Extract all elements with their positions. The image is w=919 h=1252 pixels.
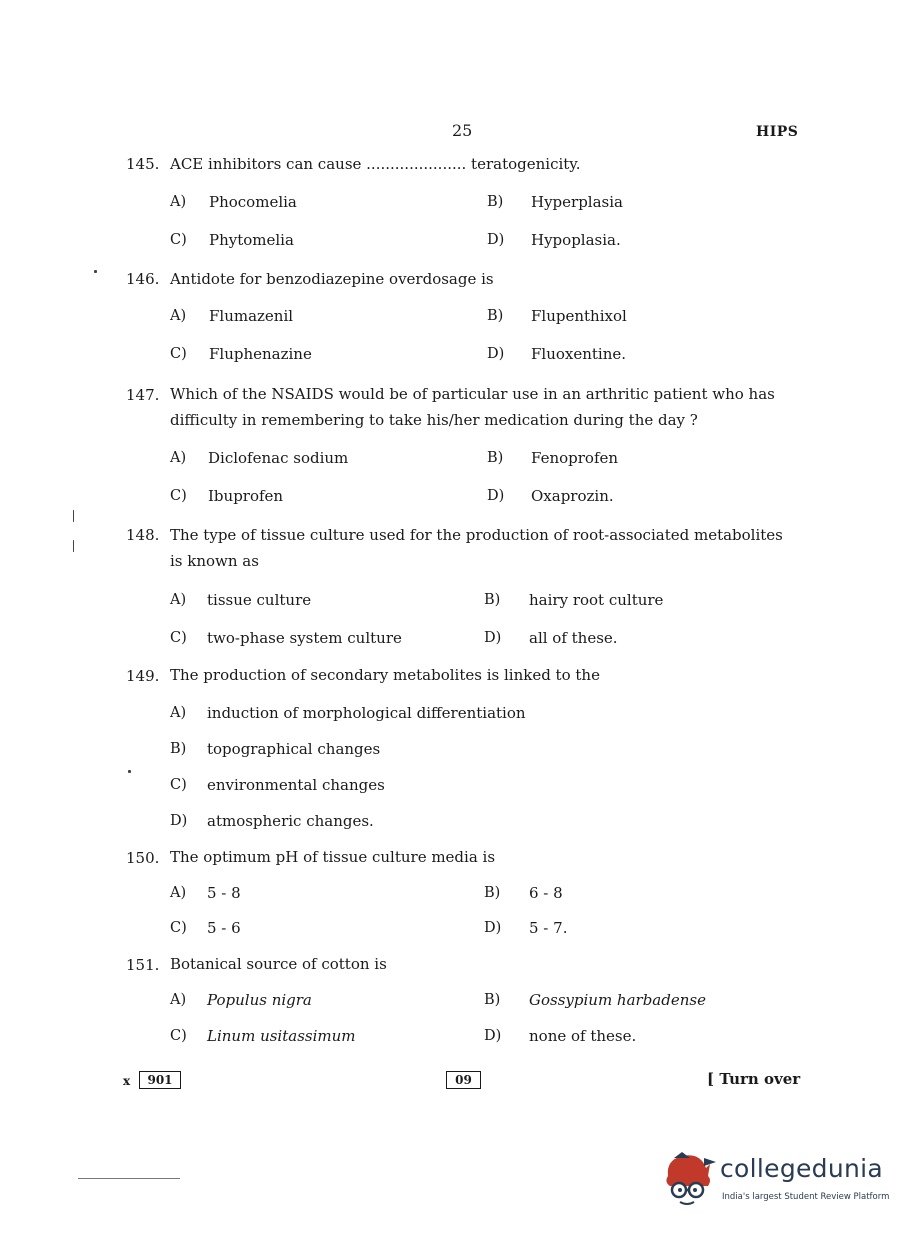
option-letter: D) <box>487 232 505 248</box>
page-number: 25 <box>452 121 473 140</box>
option-letter: A) <box>170 308 187 324</box>
question-text: Botanical source of cotton is <box>170 955 387 973</box>
option-text: all of these. <box>529 629 618 647</box>
question-number: 147. <box>126 386 160 404</box>
option-letter: A) <box>170 992 187 1008</box>
mascot-icon <box>660 1150 716 1210</box>
option-letter: C) <box>170 488 187 504</box>
option-text: two-phase system culture <box>207 629 402 647</box>
option-text: tissue culture <box>207 591 312 609</box>
question-number: 151. <box>126 956 160 974</box>
question-text: Antidote for benzodiazepine overdosage is <box>170 270 494 288</box>
question-text: The optimum pH of tissue culture media is <box>170 848 496 866</box>
option-text: Fenoprofen <box>531 449 619 467</box>
option-letter: C) <box>170 777 187 793</box>
question-number: 149. <box>126 667 160 685</box>
option-text: Phocomelia <box>209 193 297 211</box>
question-number: 146. <box>126 270 160 288</box>
option-letter: C) <box>170 346 187 362</box>
option-text: Fluoxentine. <box>531 345 627 363</box>
scan-speck <box>73 510 74 522</box>
option-letter: B) <box>487 450 504 466</box>
option-text: Hypoplasia. <box>531 231 621 249</box>
option-letter: A) <box>170 194 187 210</box>
option-text: 6 - 8 <box>529 884 563 902</box>
option-letter: C) <box>170 630 187 646</box>
question-text: Which of the NSAIDS would be of particular use in an arthritic patient who has difficulty in remembering to take his/her medication during the day ? <box>170 385 775 429</box>
option-letter: D) <box>487 346 505 362</box>
option-text: Flupenthixol <box>531 307 627 325</box>
option-letter: A) <box>170 450 187 466</box>
option-letter: D) <box>484 630 502 646</box>
option-letter: D) <box>170 813 188 829</box>
option-text: 5 - 6 <box>207 919 241 937</box>
turn-over-label: [ Turn over <box>707 1070 801 1088</box>
option-text: Gossypium harbadense <box>529 991 706 1009</box>
option-text: 5 - 8 <box>207 884 241 902</box>
brand-name: collegedunia <box>720 1154 883 1183</box>
header-code: HIPS <box>756 124 799 140</box>
option-text: environmental changes <box>207 776 385 794</box>
option-text: 5 - 7. <box>529 919 568 937</box>
option-text: Fluphenazine <box>209 345 312 363</box>
collegedunia-watermark <box>660 1150 900 1210</box>
option-letter: D) <box>487 488 505 504</box>
option-text: induction of morphological differentiation <box>207 704 526 722</box>
option-text: Hyperplasia <box>531 193 623 211</box>
option-letter: A) <box>170 705 187 721</box>
option-text: Flumazenil <box>209 307 294 325</box>
footer-rule <box>78 1178 180 1179</box>
option-letter: A) <box>170 885 187 901</box>
option-text: Ibuprofen <box>208 487 284 505</box>
option-letter: B) <box>170 741 187 757</box>
scan-speck <box>73 540 74 552</box>
option-letter: C) <box>170 1028 187 1044</box>
option-text: Phytomelia <box>209 231 294 249</box>
footer-prefix: x <box>123 1074 131 1088</box>
footer-code-center: 09 <box>446 1071 481 1089</box>
option-letter: C) <box>170 920 187 936</box>
option-text: none of these. <box>529 1027 637 1045</box>
option-text: atmospheric changes. <box>207 812 374 830</box>
option-letter: B) <box>487 194 504 210</box>
option-text: hairy root culture <box>529 591 664 609</box>
scan-speck <box>128 770 131 773</box>
question-text: The production of secondary metabolites is linked to the <box>170 666 600 684</box>
option-letter: D) <box>484 920 502 936</box>
option-letter: B) <box>484 885 501 901</box>
option-text: Diclofenac sodium <box>208 449 349 467</box>
option-letter: B) <box>484 992 501 1008</box>
option-text: Oxaprozin. <box>531 487 614 505</box>
question-number: 150. <box>126 849 160 867</box>
option-letter: D) <box>484 1028 502 1044</box>
option-text: Linum usitassimum <box>207 1027 356 1045</box>
scan-speck <box>94 270 97 273</box>
option-text: Populus nigra <box>207 991 312 1009</box>
option-letter: B) <box>487 308 504 324</box>
brand-tagline: India's largest Student Review Platform <box>722 1192 890 1202</box>
option-text: topographical changes <box>207 740 381 758</box>
option-letter: C) <box>170 232 187 248</box>
question-text: The type of tissue culture used for the production of root-associated metabolites is known as <box>170 526 783 570</box>
option-letter: A) <box>170 592 187 608</box>
option-letter: B) <box>484 592 501 608</box>
question-number: 148. <box>126 526 160 544</box>
question-number: 145. <box>126 155 160 173</box>
footer-code-left: 901 <box>139 1071 181 1089</box>
question-text: ACE inhibitors can cause ..................... teratogenicity. <box>170 155 581 173</box>
